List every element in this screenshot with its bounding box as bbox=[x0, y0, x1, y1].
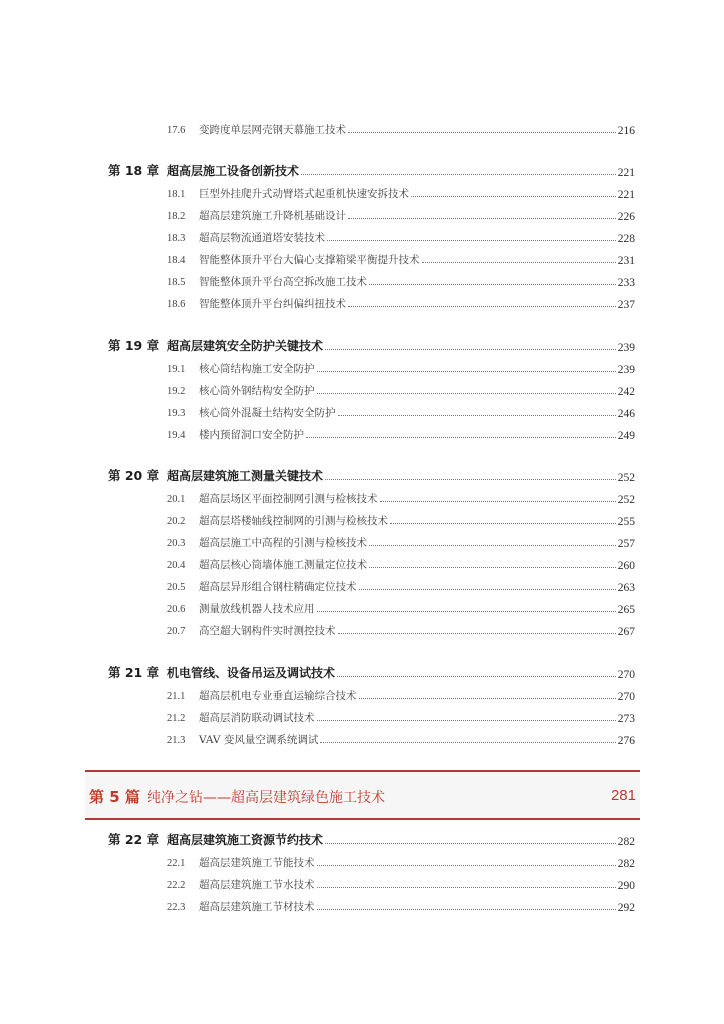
chapter-page-number: 282 bbox=[617, 836, 635, 848]
section-title: 楼内预留洞口安全防护 bbox=[199, 429, 304, 441]
dot-leader bbox=[317, 909, 616, 910]
dot-leader bbox=[369, 567, 616, 568]
toc-section[interactable] bbox=[0, 485, 724, 507]
section-number: 22.3 bbox=[167, 902, 186, 913]
dot-leader bbox=[327, 240, 616, 241]
dot-leader bbox=[317, 371, 616, 372]
chapter-title: 超高层建筑安全防护关键技术 bbox=[167, 339, 324, 353]
dot-leader bbox=[325, 843, 616, 844]
section-number: 21.3 bbox=[167, 735, 186, 746]
dot-leader bbox=[380, 501, 616, 502]
toc-section[interactable] bbox=[0, 268, 724, 290]
section-number: 18.6 bbox=[167, 299, 186, 310]
part-page-number: 281 bbox=[610, 787, 636, 804]
section-page-number: 221 bbox=[617, 189, 635, 201]
section-title: 智能整体顶升平台纠偏纠扭技术 bbox=[199, 298, 346, 310]
dot-leader bbox=[369, 545, 616, 546]
chapter-title: 机电管线、设备吊运及调试技术 bbox=[167, 666, 336, 680]
section-number: 19.3 bbox=[167, 408, 186, 419]
toc-section[interactable] bbox=[0, 290, 724, 312]
section-page-number: 242 bbox=[617, 386, 635, 398]
chapter-title: 超高层建筑施工资源节约技术 bbox=[167, 833, 324, 847]
section-page-number: 282 bbox=[617, 858, 635, 870]
toc-section[interactable] bbox=[0, 246, 724, 268]
toc-section[interactable] bbox=[0, 726, 724, 748]
dot-leader bbox=[317, 865, 616, 866]
section-title: 超高层异形组合钢柱精确定位技术 bbox=[199, 581, 357, 593]
dot-leader bbox=[306, 437, 616, 438]
section-page-number: 255 bbox=[617, 516, 635, 528]
section-title: 智能整体顶升平台高空拆改施工技术 bbox=[199, 276, 367, 288]
dot-leader bbox=[359, 589, 616, 590]
section-number: 21.2 bbox=[167, 713, 186, 724]
dot-leader bbox=[369, 284, 616, 285]
section-title: 巨型外挂爬升式动臂塔式起重机快速安拆技术 bbox=[199, 188, 409, 200]
chapter-number: 第 22 章 bbox=[108, 832, 160, 847]
section-title: 变跨度单层网壳钢天幕施工技术 bbox=[199, 124, 346, 136]
toc-section[interactable] bbox=[0, 180, 724, 202]
dot-leader bbox=[359, 698, 616, 699]
section-title: 超高层建筑施工节能技术 bbox=[199, 857, 315, 869]
section-page-number: 263 bbox=[617, 582, 635, 594]
section-title: 智能整体顶升平台大偏心支撑箱梁平衡提升技术 bbox=[199, 254, 420, 266]
section-number: 20.3 bbox=[167, 538, 186, 549]
section-number: 22.1 bbox=[167, 858, 186, 869]
section-page-number: 290 bbox=[617, 880, 635, 892]
section-title: 超高层施工中高程的引测与检核技术 bbox=[199, 537, 367, 549]
dot-leader bbox=[317, 393, 616, 394]
section-title: 超高层场区平面控制网引测与检核技术 bbox=[199, 493, 378, 505]
dot-leader bbox=[325, 349, 616, 350]
section-page-number: 216 bbox=[617, 125, 635, 137]
toc-section[interactable] bbox=[0, 551, 724, 573]
chapter-page-number: 270 bbox=[617, 669, 635, 681]
chapter-title: 超高层建筑施工测量关键技术 bbox=[167, 469, 324, 483]
section-title: 核心筒外混凝土结构安全防护 bbox=[199, 407, 336, 419]
chapter-number: 第 20 章 bbox=[108, 468, 160, 483]
toc-section[interactable] bbox=[0, 421, 724, 443]
dot-leader bbox=[348, 132, 616, 133]
dot-leader bbox=[317, 611, 616, 612]
section-number: 19.2 bbox=[167, 386, 186, 397]
section-number: 20.7 bbox=[167, 626, 186, 637]
section-number: 18.5 bbox=[167, 277, 186, 288]
toc-section[interactable] bbox=[0, 507, 724, 529]
section-number: 19.1 bbox=[167, 364, 186, 375]
dot-leader bbox=[390, 523, 616, 524]
toc-section[interactable] bbox=[0, 849, 724, 871]
section-page-number: 249 bbox=[617, 430, 635, 442]
chapter-number: 第 21 章 bbox=[108, 665, 160, 680]
section-page-number: 252 bbox=[617, 494, 635, 506]
toc-chapter-21[interactable] bbox=[0, 660, 724, 682]
section-title: 核心筒外钢结构安全防护 bbox=[199, 385, 315, 397]
section-number: 20.1 bbox=[167, 494, 186, 505]
section-title: 超高层物流通道塔安装技术 bbox=[199, 232, 325, 244]
toc-section[interactable] bbox=[0, 595, 724, 617]
section-title: 核心筒结构施工安全防护 bbox=[199, 363, 315, 375]
dot-leader bbox=[301, 174, 616, 175]
section-page-number: 233 bbox=[617, 277, 635, 289]
toc-section[interactable] bbox=[0, 893, 724, 915]
dot-leader bbox=[338, 415, 616, 416]
toc-chapter-22[interactable] bbox=[0, 827, 724, 849]
toc-part-5-banner[interactable] bbox=[85, 770, 640, 820]
section-number: 19.4 bbox=[167, 430, 186, 441]
section-number: 18.1 bbox=[167, 189, 186, 200]
chapter-page-number: 252 bbox=[617, 472, 635, 484]
section-page-number: 239 bbox=[617, 364, 635, 376]
section-number: 18.3 bbox=[167, 233, 186, 244]
toc-section[interactable] bbox=[0, 871, 724, 893]
chapter-page-number: 221 bbox=[617, 167, 635, 179]
section-number: 21.1 bbox=[167, 691, 186, 702]
section-number: 20.5 bbox=[167, 582, 186, 593]
section-title: 超高层消防联动调试技术 bbox=[199, 712, 315, 724]
section-page-number: 246 bbox=[617, 408, 635, 420]
toc-section[interactable] bbox=[0, 682, 724, 704]
section-page-number: 265 bbox=[617, 604, 635, 616]
toc-section[interactable] bbox=[0, 617, 724, 639]
section-title: 超高层建筑施工升降机基础设计 bbox=[199, 210, 346, 222]
section-page-number: 226 bbox=[617, 211, 635, 223]
section-title: 超高层机电专业垂直运输综合技术 bbox=[199, 690, 357, 702]
toc-chapter-18[interactable] bbox=[0, 158, 724, 180]
toc-section[interactable] bbox=[0, 377, 724, 399]
dot-leader bbox=[348, 218, 616, 219]
section-number: 20.6 bbox=[167, 604, 186, 615]
part-number: 第 5 篇 bbox=[89, 788, 140, 806]
toc-section[interactable] bbox=[0, 224, 724, 246]
dot-leader bbox=[320, 742, 615, 743]
dot-leader bbox=[317, 887, 616, 888]
section-page-number: 270 bbox=[617, 691, 635, 703]
section-page-number: 292 bbox=[617, 902, 635, 914]
section-number: 22.2 bbox=[167, 880, 186, 891]
section-title: 测量放线机器人技术应用 bbox=[199, 603, 315, 615]
dot-leader bbox=[325, 479, 616, 480]
section-title: 超高层塔楼轴线控制网的引测与检核技术 bbox=[199, 515, 388, 527]
part-title: 纯净之钻——超高层建筑绿色施工技术 bbox=[147, 790, 385, 806]
dot-leader bbox=[411, 196, 616, 197]
toc-section[interactable] bbox=[0, 202, 724, 224]
section-title: 超高层建筑施工节水技术 bbox=[199, 879, 315, 891]
toc-chapter-19[interactable] bbox=[0, 333, 724, 355]
chapter-number: 第 18 章 bbox=[108, 163, 160, 178]
chapter-number: 第 19 章 bbox=[108, 338, 160, 353]
section-number: 17.6 bbox=[167, 125, 186, 136]
section-title: 超高层核心筒墙体施工测量定位技术 bbox=[199, 559, 367, 571]
section-title: 超高层建筑施工节材技术 bbox=[199, 901, 315, 913]
dot-leader bbox=[422, 262, 616, 263]
toc-section[interactable] bbox=[0, 399, 724, 421]
section-page-number: 228 bbox=[617, 233, 635, 245]
section-title: VAV 变风量空调系统调试 bbox=[199, 734, 319, 746]
section-number: 20.4 bbox=[167, 560, 186, 571]
section-page-number: 273 bbox=[617, 713, 635, 725]
section-page-number: 231 bbox=[617, 255, 635, 267]
toc-chapter-20[interactable] bbox=[0, 463, 724, 485]
toc-section[interactable] bbox=[0, 355, 724, 377]
section-page-number: 237 bbox=[617, 299, 635, 311]
toc-section[interactable] bbox=[0, 573, 724, 595]
section-page-number: 260 bbox=[617, 560, 635, 572]
chapter-page-number: 239 bbox=[617, 342, 635, 354]
section-number: 20.2 bbox=[167, 516, 186, 527]
dot-leader bbox=[338, 633, 616, 634]
section-page-number: 267 bbox=[617, 626, 635, 638]
section-page-number: 276 bbox=[617, 735, 635, 747]
chapter-title: 超高层施工设备创新技术 bbox=[167, 164, 300, 178]
section-number: 18.4 bbox=[167, 255, 186, 266]
dot-leader bbox=[348, 306, 616, 307]
toc-section[interactable] bbox=[0, 529, 724, 551]
toc-section-17-6[interactable] bbox=[0, 116, 724, 138]
toc-section[interactable] bbox=[0, 704, 724, 726]
section-number: 18.2 bbox=[167, 211, 186, 222]
section-title: 高空超大钢构件实时测控技术 bbox=[199, 625, 336, 637]
dot-leader bbox=[337, 676, 616, 677]
section-page-number: 257 bbox=[617, 538, 635, 550]
dot-leader bbox=[317, 720, 616, 721]
